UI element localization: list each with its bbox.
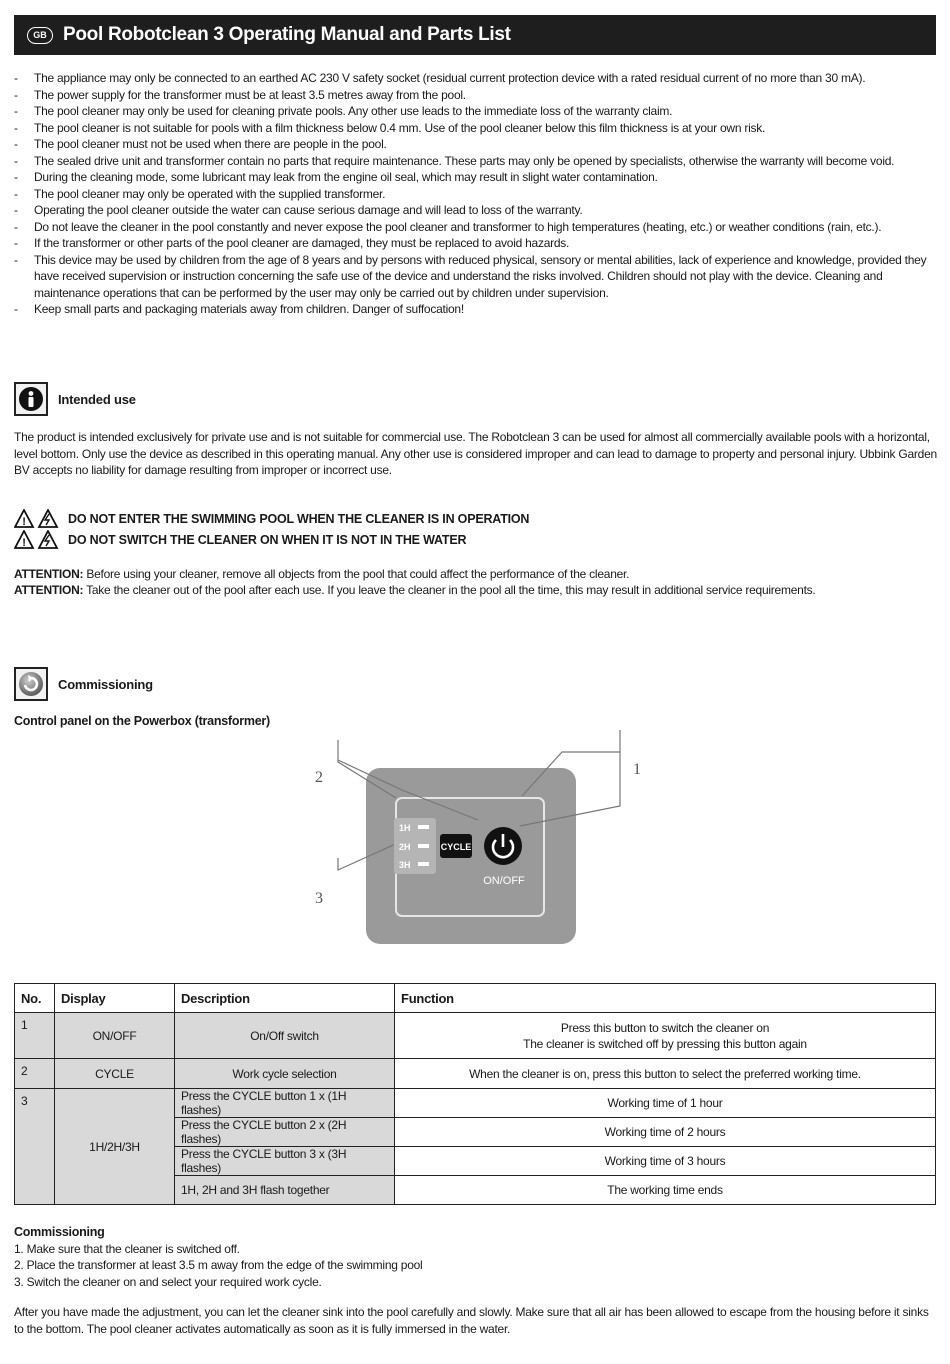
cell-function: Working time of 1 hour (395, 1089, 936, 1118)
warning-line (14, 530, 466, 550)
cell-description: Press the CYCLE button 2 x (2H flashes) (175, 1118, 395, 1147)
table-row (15, 1059, 936, 1089)
table-header-row (15, 984, 936, 1013)
list-item: - Keep small parts and packaging materials away from children. Danger of suffocation! (14, 302, 464, 316)
attention-note: ATTENTION: Take the cleaner out of the pool after each use. If you leave the cleaner in the pool all the time, this may result in additional service requirements. (14, 583, 816, 597)
commissioning-heading (14, 667, 153, 701)
header-function: Function (395, 984, 936, 1013)
attention-note: ATTENTION: Before using your cleaner, remove all objects from the pool that could affect the performance of the cleaner. (14, 567, 630, 581)
cell-function: Working time of 2 hours (395, 1118, 936, 1147)
led-label-1h: 1H (399, 823, 411, 833)
callout-label-1: 1 (633, 761, 641, 778)
list-item: - The pool cleaner is not suitable for pools with a film thickness below 0.4 mm. Use of the pool cleaner below this film thickness is at your own risk. (14, 120, 766, 135)
table-row (15, 1013, 936, 1059)
cell-display: ON/OFF (55, 1013, 175, 1059)
page-header (14, 15, 936, 55)
page-title: Pool Robotclean 3 Operating Manual and Parts List (63, 24, 511, 45)
callout-label-2: 2 (315, 769, 323, 786)
warning-line (14, 509, 529, 529)
callout-label-3: 3 (315, 890, 323, 907)
header-no: No. (15, 984, 55, 1013)
language-badge: GB (27, 27, 53, 44)
section-title: Intended use (58, 391, 136, 407)
led-label-2h: 2H (399, 842, 411, 852)
cell-description: On/Off switch (175, 1013, 395, 1059)
cell-display: CYCLE (55, 1059, 175, 1089)
cell-no: 2 (15, 1059, 55, 1089)
cell-function: Working time of 3 hours (395, 1147, 936, 1176)
svg-text:!: ! (22, 516, 26, 528)
final-paragraph: After you have made the adjustment, you can let the cleaner sink into the pool carefully and slowly. Make sure that all air has been allowed to escape from the housing before it sinks to the bottom. The pool cleaner activates automatically as soon as it is fully immersed in the water. (14, 1305, 929, 1336)
led-2h (418, 844, 429, 848)
control-panel-diagram (300, 730, 660, 950)
safety-list (14, 70, 939, 318)
list-item: - The pool cleaner must not be used when there are people in the pool. (14, 137, 387, 151)
list-item: - The power supply for the transformer must be at least 3.5 metres away from the pool. (14, 87, 466, 102)
header-description: Description (175, 984, 395, 1013)
led-3h (418, 862, 429, 866)
list-item: - During the cleaning mode, some lubricant may leak from the engine oil seal, which may result in slight water contamination. (14, 170, 658, 184)
commissioning-steps (14, 1224, 422, 1290)
list-item: - Do not leave the cleaner in the pool constantly and never expose the pool cleaner and transformer to high temperatures (heating, etc.) or weather conditions (rain, etc.). (14, 219, 882, 234)
commissioning-icon (14, 667, 48, 701)
cell-function: The working time ends (395, 1176, 936, 1205)
power-button-label: ON/OFF (483, 875, 525, 887)
header-display: Display (55, 984, 175, 1013)
list-item: 2. Place the transformer at least 3.5 m away from the edge of the swimming pool (14, 1258, 423, 1272)
section-title: Commissioning (58, 676, 153, 692)
list-item: - If the transformer or other parts of the pool cleaner are damaged, they must be replaced to avoid hazards. (14, 236, 570, 250)
cell-description: Work cycle selection (175, 1059, 395, 1089)
intended-use-text: The product is intended exclusively for private use and is not suitable for commercial use. The Robotclean 3 can be used for almost all commercially available pools with a horizontal, level bottom. Only use the device as described in this operating manual. Any other use is considered improper and can lead to damage to property and personal injury. Ubbink Garden BV accepts no liability for damage resulting from improper or incorrect use. (14, 430, 937, 477)
warning-text: DO NOT ENTER THE SWIMMING POOL WHEN THE CLEANER IS IN OPERATION (68, 512, 530, 526)
led-label-3h: 3H (399, 860, 411, 870)
cell-no: 3 (15, 1089, 55, 1205)
table-row (15, 1089, 936, 1118)
control-panel-subtitle: Control panel on the Powerbox (transformer) (14, 714, 270, 728)
list-item: - This device may be used by children from the age of 8 years and by persons with reduced physical, sensory or mental abilities, lack of experience and knowledge, provided they have received supervision or instruction concerning the safe use of the device and understand the risks involved. Children should not play with the device. Cleaning and maintenance operations that can be performed by the user may only be carried out by children under supervision. (14, 252, 927, 300)
svg-text:!: ! (22, 537, 26, 549)
cell-display: 1H/2H/3H (55, 1089, 175, 1205)
intended-use-heading (14, 382, 136, 416)
function-table (14, 983, 936, 1205)
list-item: - Operating the pool cleaner outside the water can cause serious damage and will lead to loss of the warranty. (14, 203, 583, 217)
cell-function: When the cleaner is on, press this button to select the preferred working time. (395, 1059, 936, 1089)
steps-title: Commissioning (14, 1225, 105, 1239)
cell-function: Press this button to switch the cleaner on The cleaner is switched off by pressing this button again (395, 1013, 936, 1059)
list-item: - The pool cleaner may only be operated with the supplied transformer. (14, 186, 386, 201)
warning-triangle-icon (14, 530, 60, 550)
info-icon (14, 382, 48, 416)
warning-text: DO NOT SWITCH THE CLEANER ON WHEN IT IS NOT IN THE WATER (68, 533, 467, 547)
list-item: - The pool cleaner may only be used for cleaning private pools. Any other use leads to the immediate loss of the warranty claim. (14, 104, 673, 118)
cell-description: 1H, 2H and 3H flash together (175, 1176, 395, 1205)
warning-triangle-icon (14, 509, 60, 529)
cell-no: 1 (15, 1013, 55, 1059)
cycle-button-label: CYCLE (440, 842, 472, 852)
list-item: - The sealed drive unit and transformer contain no parts that require maintenance. These parts may only be opened by specialists, otherwise the warranty will become void. (14, 153, 895, 168)
list-item: 1. Make sure that the cleaner is switched off. (14, 1241, 240, 1256)
led-1h (418, 825, 429, 829)
list-item: 3. Switch the cleaner on and select your required work cycle. (14, 1274, 322, 1289)
cell-description: Press the CYCLE button 1 x (1H flashes) (175, 1089, 395, 1118)
cell-description: Press the CYCLE button 3 x (3H flashes) (175, 1147, 395, 1176)
list-item: - The appliance may only be connected to an earthed AC 230 V safety socket (residual current protection device with a rated residual current of no more than 30 mA). (14, 71, 866, 85)
